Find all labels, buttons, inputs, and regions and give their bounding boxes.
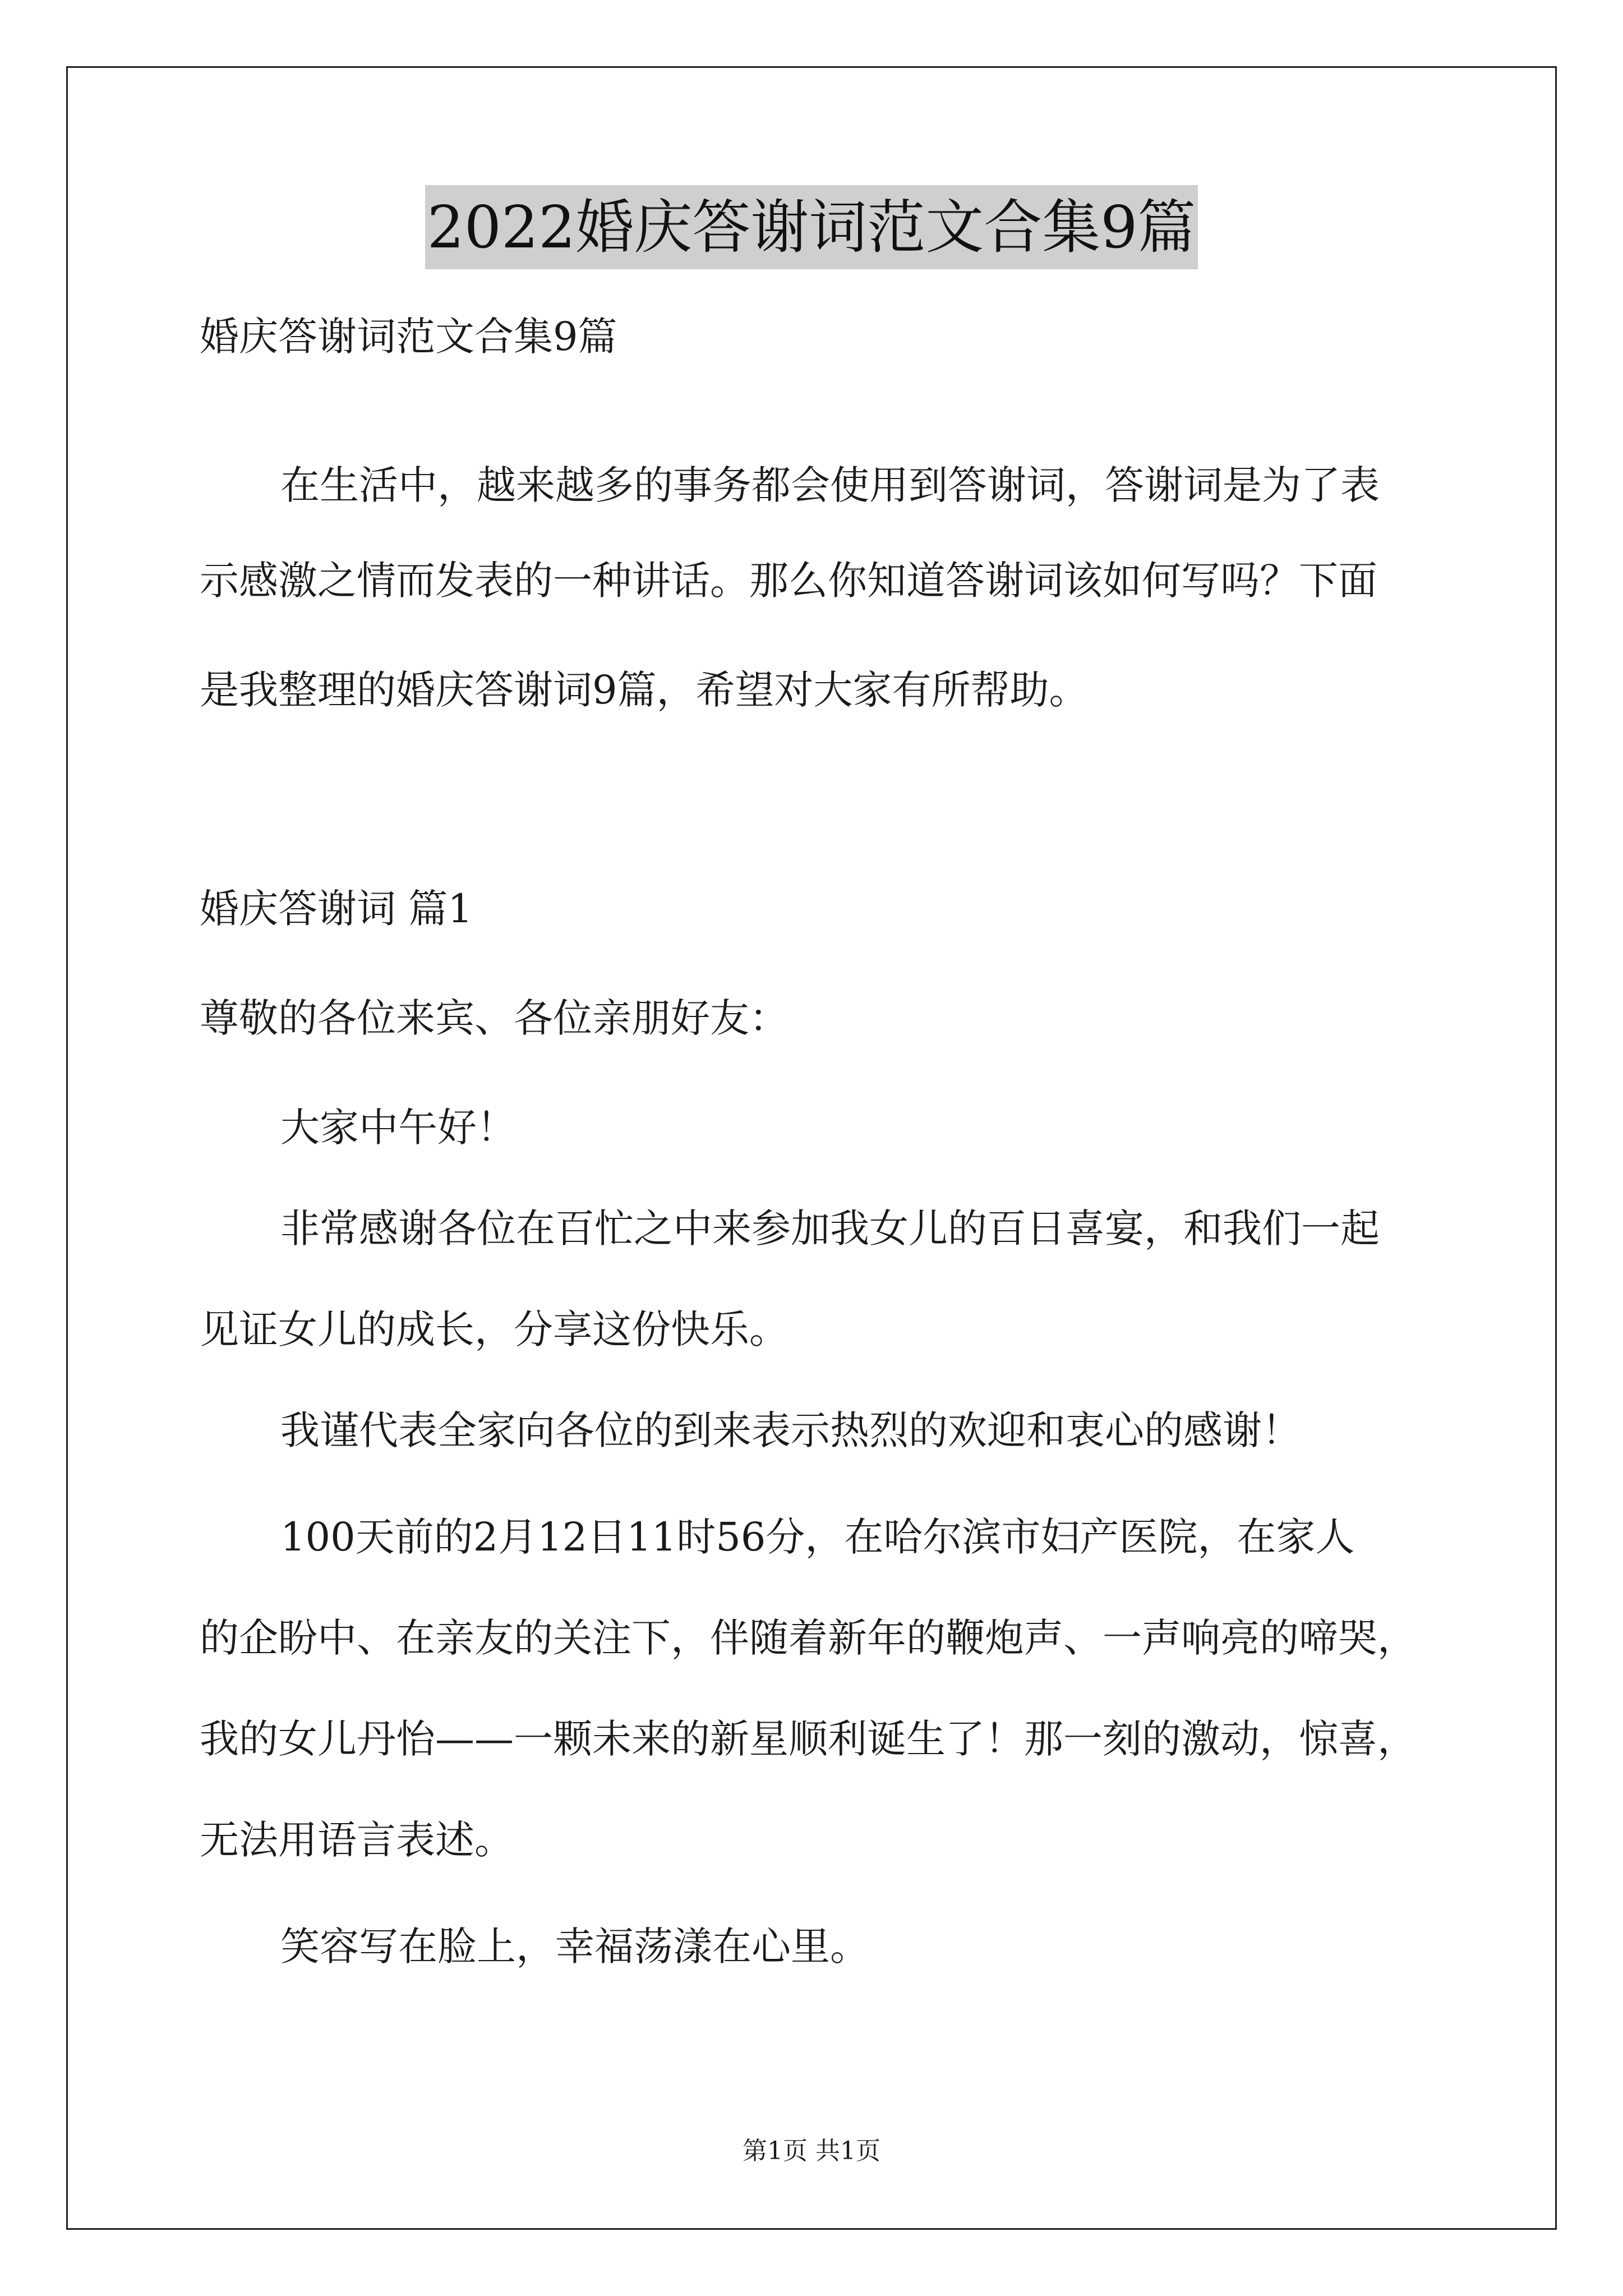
paragraph-line: 非常感谢各位在百忙之中来参加我女儿的百日喜宴，和我们一起	[280, 1205, 1380, 1251]
paragraph-line: 无法用语言表述。	[200, 1817, 514, 1863]
paragraph-line: 的企盼中、在亲友的关注下，伴随着新年的鞭炮声、一声响亮的啼哭，	[200, 1615, 1417, 1661]
page-number-footer: 第1页 共1页	[743, 2137, 880, 2165]
greeting: 大家中午好！	[280, 1105, 516, 1151]
subtitle: 婚庆答谢词范文合集9篇	[200, 314, 617, 360]
paragraph-line: 笑容写在脸上，幸福荡漾在心里。	[280, 1924, 869, 1970]
intro-line: 在生活中，越来越多的事务都会使用到答谢词，答谢词是为了表	[280, 462, 1380, 508]
section-heading: 婚庆答谢词 篇1	[200, 886, 473, 932]
intro-line: 是我整理的婚庆答谢词9篇，希望对大家有所帮助。	[200, 667, 1089, 713]
document-title: 2022婚庆答谢词范文合集9篇	[425, 185, 1198, 269]
paragraph-line: 见证女儿的成长，分享这份快乐。	[200, 1306, 789, 1352]
paragraph-line: 我的女儿丹怡——一颗未来的新星顺利诞生了！那一刻的激动，惊喜，	[200, 1716, 1417, 1762]
salutation: 尊敬的各位来宾、各位亲朋好友：	[200, 995, 789, 1041]
document-title-container	[0, 185, 1623, 269]
intro-line: 示感激之情而发表的一种讲话。那么你知道答谢词该如何写吗？下面	[200, 558, 1377, 604]
paragraph-line: 我谨代表全家向各位的到来表示热烈的欢迎和衷心的感谢！	[280, 1407, 1301, 1453]
paragraph-line: 100天前的2月12日11时56分，在哈尔滨市妇产医院，在家人	[280, 1514, 1355, 1560]
